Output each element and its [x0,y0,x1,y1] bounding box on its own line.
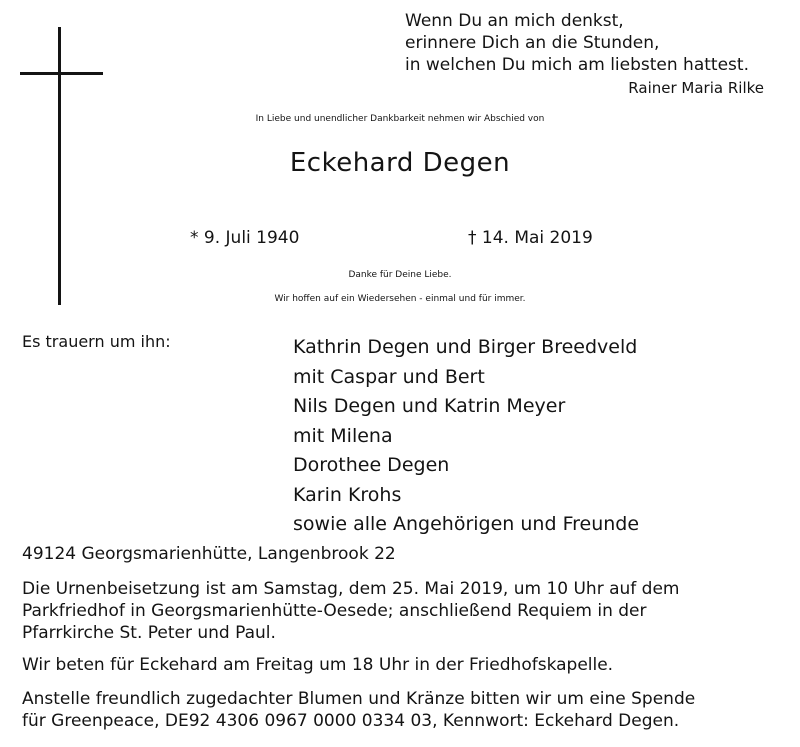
thanks-text [0,263,800,311]
paragraph-line: für Greenpeace, DE92 4306 0967 0000 0334 03, Kennwort: Eckehard Degen. [22,711,680,731]
paragraph-line: Parkfriedhof in Georgsmarienhütte-Oesede; anschließend Requiem in der [22,601,647,621]
paragraph-line: Anstelle freundlich zugedachter Blumen und Kränze bitten wir um eine Spende [22,689,696,709]
mourner-entry: mit Milena [293,424,393,447]
cross-horizontal-bar [20,72,103,75]
rilke-quote [405,10,749,76]
mourner-entry: mit Caspar und Bert [293,365,485,388]
quote-line: Wenn Du an mich denkst, [405,11,624,31]
mourners-label: Es trauern um ihn: [22,332,171,351]
deceased-name: Eckehard Degen [289,148,511,178]
prayer-info [22,654,613,676]
mourners-list [293,333,639,540]
donation-info [22,688,695,732]
burial-info [22,578,680,644]
paragraph-line: Wir beten für Eckehard am Freitag um 18 Uhr in der Friedhofskapelle. [22,655,614,675]
mourner-entry: sowie alle Angehörigen und Freunde [293,513,640,535]
death-date: † 14. Mai 2019 [468,228,593,248]
intro-text: In Liebe und unendlicher Dankbarkeit nehmen wir Abschied von [255,114,545,124]
birth-date: * 9. Juli 1940 [190,228,300,248]
quote-line: in welchen Du mich am liebsten hattest. [405,55,749,75]
family-address: 49124 Georgsmarienhütte, Langenbrook 22 [22,544,396,564]
mourner-entry: Dorothee Degen [293,454,450,476]
mourner-entry: Nils Degen und Katrin Meyer [293,395,566,417]
quote-author: Rainer Maria Rilke [628,79,764,97]
mourner-entry: Karin Krohs [293,483,402,506]
mourner-entry: Kathrin Degen und Birger Breedveld [293,336,638,358]
paragraph-line: Pfarrkirche St. Peter und Paul. [22,623,276,643]
quote-line: erinnere Dich an die Stunden, [405,33,660,53]
thanks-line: Wir hoffen auf ein Wiedersehen - einmal und für immer. [274,294,526,304]
thanks-line: Danke für Deine Liebe. [348,270,452,280]
paragraph-line: Die Urnenbeisetzung ist am Samstag, dem 25. Mai 2019, um 10 Uhr auf dem [22,579,680,599]
